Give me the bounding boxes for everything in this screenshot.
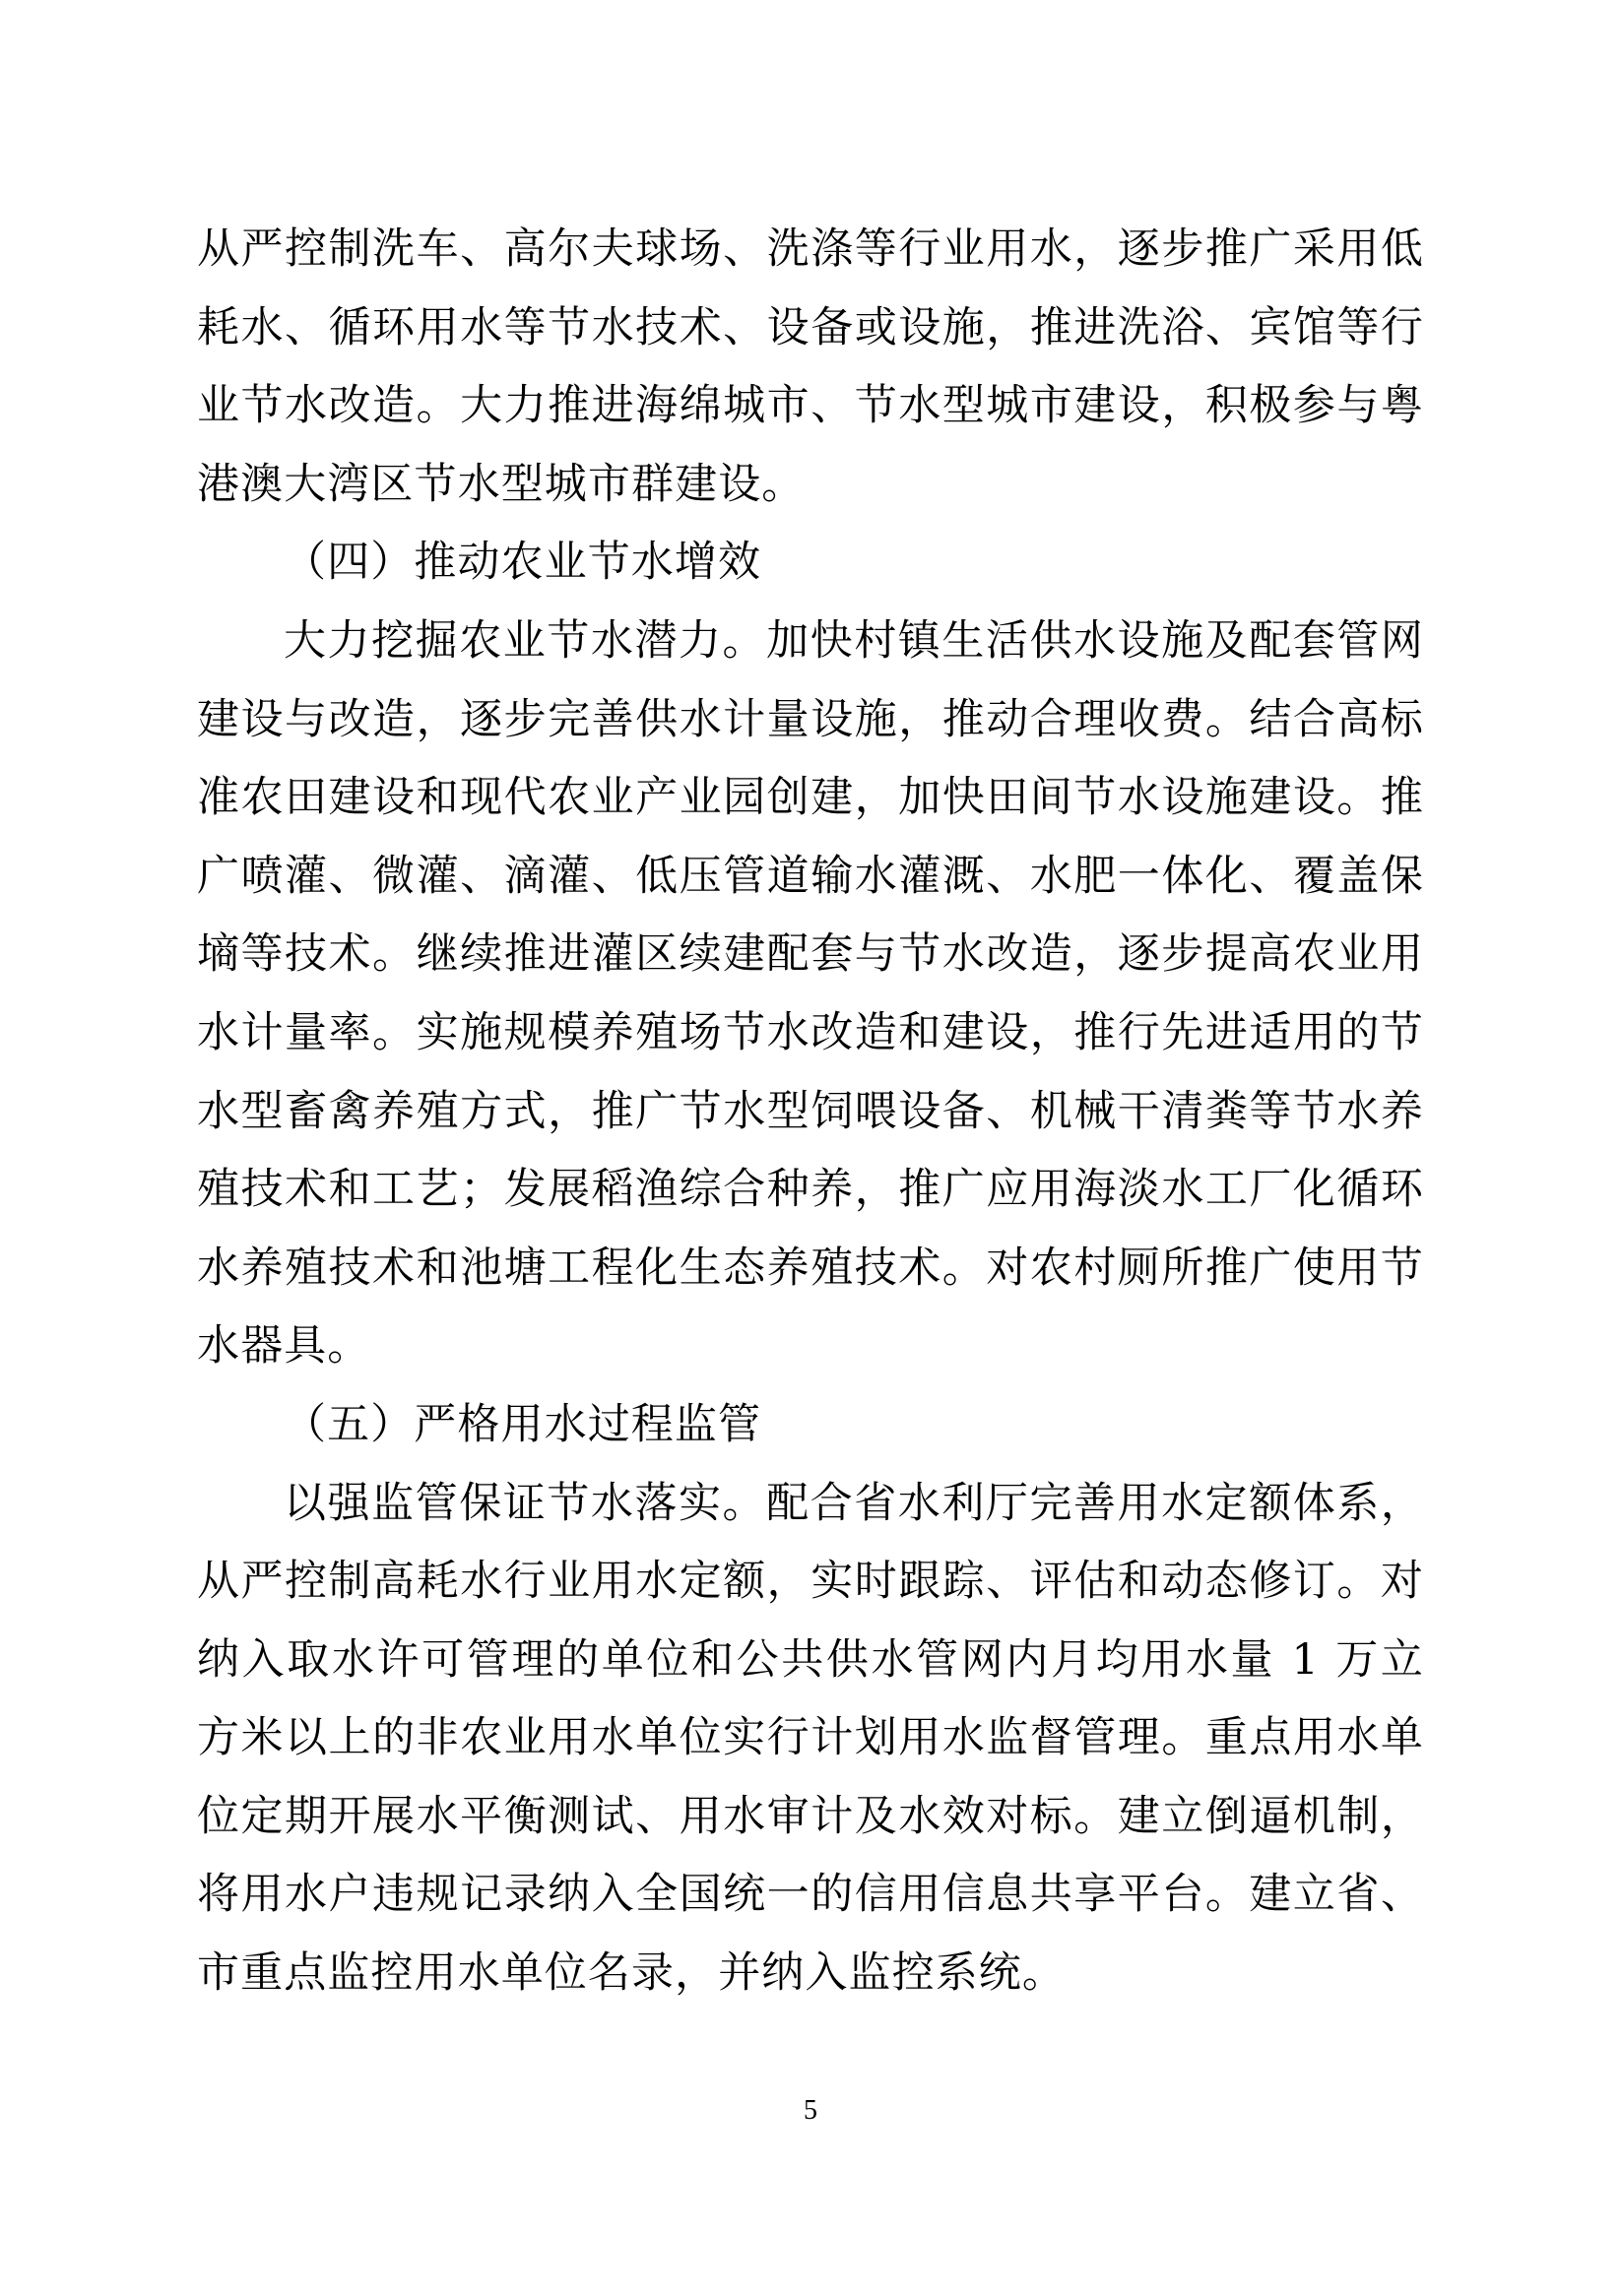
paragraph-water-use-supervision: 以强监管保证节水落实。配合省水利厅完善用水定额体系，从严控制高耗水行业用水定额，实时跟踪、评估和动态修订。对纳入取水许可管理的单位和公共供水管网内月均用水量 1 万立方米以上的非农业用水单位实行计划用水监督管理。重点用水单位定期开展水平衡测试、用水审计及水效对标。建立倒逼机制，将用水户违规记录纳入全国统一的信用信息共享平台。建立省、市重点监控用水单位名录，并纳入监控系统。 (197, 1478, 1424, 1999)
paragraph-agriculture-water-saving: 大力挖掘农业节水潜力。加快村镇生活供水设施及配套管网建设与改造，逐步完善供水计量设施，推动合理收费。结合高标准农田建设和现代农业产业园创建，加快田间节水设施建设。推广喷灌、微灌、滴灌、低压管道输水灌溉、水肥一体化、覆盖保墒等技术。继续推进灌区续建配套与节水改造，逐步提高农业用水计量率。实施规模养殖场节水改造和建设，推行先进适用的节水型畜禽养殖方式，推广节水型饲喂设备、机械干清粪等节水养殖技术和工艺；发展稻渔综合种养，推广应用海淡水工厂化循环水养殖技术和池塘工程化生态养殖技术。对农村厕所推广使用节水器具。 (197, 615, 1424, 1371)
paragraph-urban-water-saving: 从严控制洗车、高尔夫球场、洗涤等行业用水，逐步推广采用低耗水、循环用水等节水技术、设备或设施，推进洗浴、宾馆等行业节水改造。大力推进海绵城市、节水型城市建设，积极参与粤港澳大湾区节水型城市群建设。 (197, 224, 1424, 509)
section-heading-agriculture: （四）推动农业节水增效 (284, 538, 762, 588)
page-number: 5 (804, 2095, 817, 2126)
document-body (197, 211, 1424, 2013)
section-heading-supervision: （五）严格用水过程监管 (284, 1399, 762, 1449)
